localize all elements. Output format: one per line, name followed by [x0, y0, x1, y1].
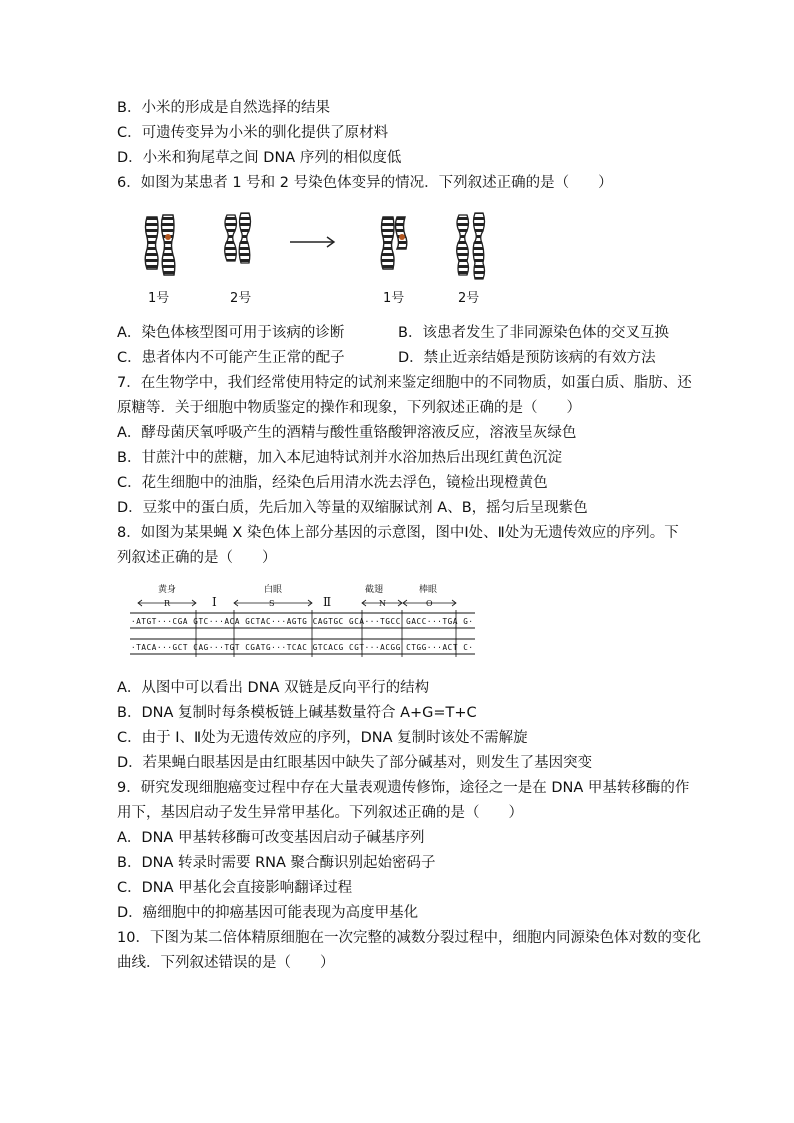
gene-label-bar: 棒眼: [419, 585, 438, 595]
chromosome-2-right: [457, 213, 485, 279]
question-6-stem: 6．如图为某患者 1 号和 2 号染色体变异的情况．下列叙述正确的是（ ）: [117, 175, 613, 191]
question-7-stem-cont: 原糖等．关于细胞中物质鉴定的操作和现象，下列叙述正确的是（ ）: [117, 400, 581, 416]
option-9b: B．DNA 转录时需要 RNA 聚合酶识别起始密码子: [117, 855, 436, 871]
question-10-stem: 10．下图为某二倍体精原细胞在一次完整的减数分裂过程中，细胞内同源染色体对数的变化: [117, 930, 701, 946]
gene-label-body: 黄身: [158, 585, 177, 595]
option-9d: D．癌细胞中的抑癌基因可能表现为高度甲基化: [117, 905, 419, 921]
gene-label-eye: 白眼: [264, 585, 283, 595]
option-8a: A．从图中可以看出 DNA 双链是反向平行的结构: [117, 680, 430, 696]
region-1-label: Ⅰ: [212, 595, 217, 609]
option-9c: C．DNA 甲基化会直接影响翻译过程: [117, 880, 353, 896]
chromosome-1-right: [381, 217, 407, 269]
option-7b: B．甘蔗汁中的蔗糖，加入本尼迪特试剂并水浴加热后出现红黄色沉淀: [117, 450, 562, 466]
option-8c: C．由于 I、Ⅱ处为无遗传效应的序列，DNA 复制时该处不需解旋: [117, 730, 528, 746]
chromosome-1-left: [145, 215, 175, 275]
chromosome-label: 2号: [230, 291, 252, 306]
question-9-stem: 9．研究发现细胞癌变过程中存在大量表观遗传修饰，途径之一是在 DNA 甲基转移酶的作: [117, 780, 690, 796]
question-8-stem: 8．如图为某果蝇 X 染色体上部分基因的示意图，图中Ⅰ处、Ⅱ处为无遗传效应的序列。下: [117, 525, 679, 541]
dna-gene-diagram: [130, 580, 475, 660]
chromosome-label: 1号: [383, 291, 405, 306]
question-9-stem-cont: 用下，基因启动子发生异常甲基化。下列叙述正确的是（ ）: [117, 805, 523, 821]
option-5c: C．可遗传变异为小米的驯化提供了原材料: [117, 125, 389, 141]
option-6c: C．患者体内不可能产生正常的配子: [117, 350, 345, 366]
chromosome-label: 1号: [148, 291, 170, 306]
option-7c: C．花生细胞中的油脂，经染色后用清水洗去浮色，镜检出现橙黄色: [117, 475, 548, 491]
gene-letter: S: [269, 599, 275, 608]
question-8-stem-cont: 列叙述正确的是（ ）: [117, 550, 277, 566]
option-9a: A．DNA 甲基转移酶可改变基因启动子碱基序列: [117, 830, 425, 846]
question-7-stem: 7．在生物学中，我们经常使用特定的试剂来鉴定细胞中的不同物质，如蛋白质、脂肪、还: [117, 375, 692, 391]
option-5d: D．小米和狗尾草之间 DNA 序列的相似度低: [117, 150, 402, 166]
option-7d: D．豆浆中的蛋白质，先后加入等量的双缩脲试剂 A、B，摇匀后呈现紫色: [117, 500, 588, 516]
gene-letter: O: [426, 599, 433, 608]
option-6b: B．该患者发生了非同源染色体的交叉互换: [398, 325, 669, 341]
question-10-stem-cont: 曲线．下列叙述错误的是（ ）: [117, 955, 335, 971]
chromosome-figure: [135, 205, 505, 310]
gene-letter: R: [164, 599, 171, 608]
dna-top-strand: ·ATGT···CGA GTC···ACA GCTAC···AGTG CAGTGC GCA···TGCC GACC···TGA G·: [131, 617, 473, 626]
option-6d: D．禁止近亲结婚是预防该病的有效方法: [398, 350, 656, 366]
option-5b: B．小米的形成是自然选择的结果: [117, 100, 330, 116]
gene-label-wing: 截翅: [365, 585, 384, 595]
option-7a: A．酵母菌厌氧呼吸产生的酒精与酸性重铬酸钾溶液反应，溶液呈灰绿色: [117, 425, 577, 441]
option-6a: A．染色体核型图可用于该病的诊断: [117, 325, 345, 341]
region-2-label: Ⅱ: [323, 595, 332, 609]
gene-letter: N: [379, 599, 386, 608]
dna-bottom-strand: ·TACA···GCT CAG···TGT CGATG···TCAC GTCACG CGT···ACGG CTGG···ACT C·: [131, 643, 473, 652]
option-8b: B．DNA 复制时每条模板链上碱基数量符合 A+G=T+C: [117, 705, 477, 721]
chromosome-2-left: [225, 213, 251, 263]
chromosome-label: 2号: [458, 291, 480, 306]
option-8d: D．若果蝇白眼基因是由红眼基因中缺失了部分碱基对，则发生了基因突变: [117, 755, 593, 771]
gene-range-arrows: [138, 600, 456, 606]
